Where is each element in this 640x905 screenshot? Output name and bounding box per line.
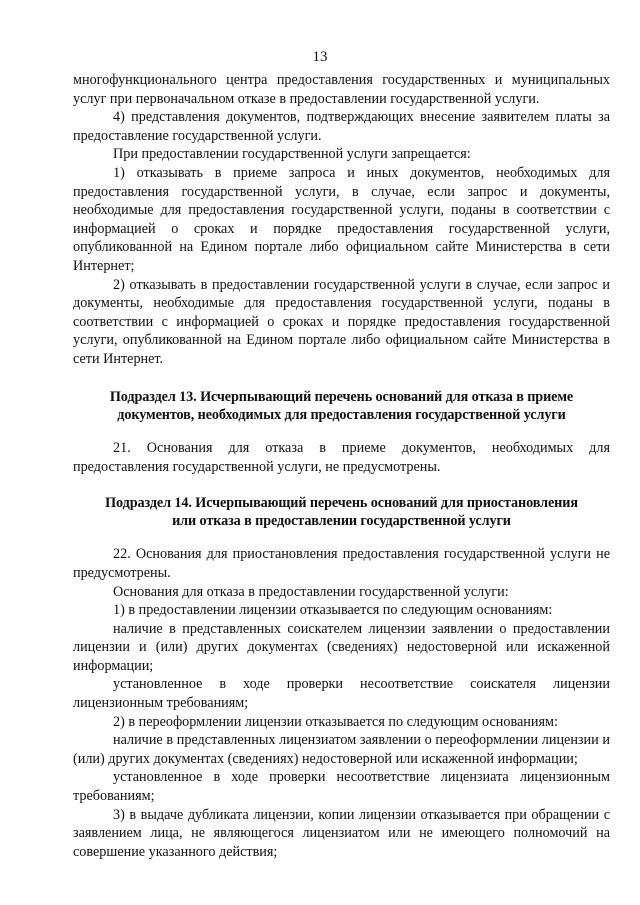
paragraph: Основания для отказа в предоставлении государственной услуги:	[113, 583, 509, 600]
paragraph: 1) отказывать в приеме запроса и иных документов, необходимых для предоставления государственной услуги, в случае, если запрос и документы, необходимые для предоставления государственной услуги, поданы в соответствии с информацией о сроках и порядке предоставления государственной услуги, опубликованной на Едином портале либо официальном сайте Министерства в сети Интернет;	[73, 164, 610, 274]
paragraph: наличие в представленных лицензиатом заявлении о переоформлении лицензии и (или) других документах (сведениях) недостоверной или искаженной информации;	[73, 732, 610, 767]
paragraph: наличие в представленных соискателем лицензии заявлении о предоставлении лицензии и (или) других документах (сведениях) недостоверной или искаженной информации;	[73, 620, 610, 674]
paragraph: При предоставлении государственной услуги запрещается:	[113, 146, 471, 163]
section-heading-line: Подраздел 13. Исчерпывающий перечень оснований для отказа в приеме	[109, 388, 574, 405]
paragraph: 2) в переоформлении лицензии отказывается по следующим основаниям:	[113, 713, 558, 730]
section-14-heading	[73, 494, 610, 531]
section-heading-line: Подраздел 14. Исчерпывающий перечень оснований для приостановления	[105, 494, 578, 511]
paragraph: 4) представления документов, подтверждающих внесение заявителем платы за предоставление государственной услуги.	[73, 109, 610, 144]
paragraph: многофункционального центра предоставления государственных и муниципальных услуг при первоначальном отказе в предоставлении государственной услуги.	[73, 72, 610, 107]
paragraph: 1) в предоставлении лицензии отказывается по следующим основаниям:	[113, 602, 553, 619]
paragraph: установленное в ходе проверки несоответствие лицензиата лицензионным требованиям;	[73, 769, 610, 805]
paragraph: 21. Основания для отказа в приеме документов, необходимых для предоставления государственной услуги, не предусмотрены.	[73, 440, 610, 475]
paragraph: 22. Основания для приостановления предоставления государственной услуги не предусмотрены.	[73, 546, 610, 581]
page-number: 13	[312, 49, 328, 65]
section-heading-line: документов, необходимых для предоставления государственной услуги	[117, 406, 566, 423]
paragraph: 2) отказывать в предоставлении государственной услуги в случае, если запрос и документы, необходимые для предоставления государственной услуги, поданы в соответствии с информацией о сроках и порядке предоставления государственной услуги, опубликованной на Едином портале либо официальном сайте Министерства в сети Интернет.	[73, 276, 610, 367]
section-heading-line: или отказа в предоставлении государственной услуги	[172, 512, 511, 529]
section-13-heading	[73, 388, 610, 425]
paragraph: 3) в выдаче дубликата лицензии, копии лицензии отказывается при обращении с заявлением лица, не являющегося лицензиатом или не имеющего полномочий на совершение указанного действия;	[73, 806, 610, 860]
document-body	[73, 71, 610, 861]
paragraph: установленное в ходе проверки несоответствие соискателя лицензии лицензионным требованиям;	[73, 676, 610, 712]
